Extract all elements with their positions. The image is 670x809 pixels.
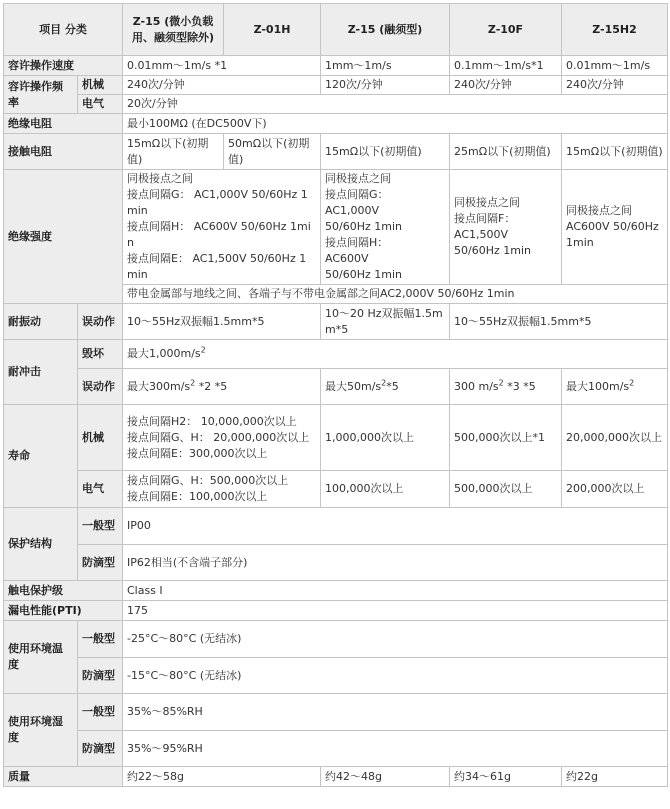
mass-c4: 约34～61g bbox=[450, 767, 562, 787]
header-row bbox=[4, 4, 668, 56]
dielectric-c3 bbox=[321, 170, 450, 285]
row-protection-drip bbox=[4, 545, 668, 581]
life-mech-c12 bbox=[123, 405, 321, 471]
vibration-c45: 10～55Hz双振幅1.5mm*5 bbox=[450, 304, 668, 340]
shock-m-c12 bbox=[123, 369, 321, 405]
shock-malfunction-label: 误动作 bbox=[78, 369, 123, 405]
dielectric-label: 绝缘强度 bbox=[4, 170, 123, 304]
protection-general-value: IP00 bbox=[123, 508, 668, 545]
shock-m-c12-post: *2 *5 bbox=[195, 379, 228, 393]
life-elec-c3: 100,000次以上 bbox=[321, 471, 450, 508]
dielectric-c4-line: 同极接点之间 bbox=[454, 196, 520, 209]
header-corner: 项目 分类 bbox=[4, 4, 123, 56]
contact-resistance-c1: 15mΩ以下(初期值) bbox=[123, 134, 224, 170]
life-elec-c5: 200,000次以上 bbox=[562, 471, 668, 508]
contact-resistance-c5: 15mΩ以下(初期值) bbox=[562, 134, 668, 170]
speed-c4: 0.1mm～1m/s*1 bbox=[450, 56, 562, 76]
temperature-drip-value: -15°C～80°C (无结冰) bbox=[123, 658, 668, 694]
freq-label: 容许操作频率 bbox=[4, 76, 78, 114]
temperature-label: 使用环境温度 bbox=[4, 621, 78, 694]
life-mech-c5: 20,000,000次以上 bbox=[562, 405, 668, 471]
dielectric-c12-line: 接点间隔E： AC1,500V 50/60Hz 1min bbox=[127, 252, 307, 281]
humidity-general-value: 35%～85%RH bbox=[123, 694, 668, 731]
row-life-mech bbox=[4, 405, 668, 471]
mass-label: 质量 bbox=[4, 767, 123, 787]
life-elec-c4: 500,000次以上 bbox=[450, 471, 562, 508]
shock-m-c3-pre: 最大50m/s bbox=[325, 379, 382, 393]
life-mech-c12-line: 接点间隔G、H： 20,000,000次以上 bbox=[127, 430, 310, 444]
dielectric-c3-line: 50/60Hz 1min bbox=[325, 220, 402, 233]
temperature-general-label: 一般型 bbox=[78, 621, 123, 658]
speed-c3: 1mm～1m/s bbox=[321, 56, 450, 76]
row-temperature-general bbox=[4, 621, 668, 658]
shock-m-c5-pre: 最大100m/s bbox=[566, 379, 630, 393]
dielectric-c12 bbox=[123, 170, 321, 285]
humidity-drip-value: 35%～95%RH bbox=[123, 731, 668, 767]
row-shock-destruct bbox=[4, 340, 668, 369]
freq-elec-label: 电气 bbox=[78, 95, 123, 114]
freq-mech-c4: 240次/分钟 bbox=[450, 76, 562, 95]
contact-resistance-label: 接触电阻 bbox=[4, 134, 123, 170]
row-mass bbox=[4, 767, 668, 787]
humidity-drip-label: 防滴型 bbox=[78, 731, 123, 767]
protection-drip-value: IP62相当(不含端子部分) bbox=[123, 545, 668, 581]
mass-c5: 约22g bbox=[562, 767, 668, 787]
row-pti bbox=[4, 601, 668, 621]
dielectric-c5 bbox=[562, 170, 668, 285]
shock-m-c4-sup: 2 bbox=[498, 377, 504, 387]
vibration-c12: 10～55Hz双振幅1.5mm*5 bbox=[123, 304, 321, 340]
vibration-sub-label: 误动作 bbox=[78, 304, 123, 340]
header-col-z15: Z-15 (微小负载用、融须型除外) bbox=[123, 4, 224, 56]
shock-label: 耐冲击 bbox=[4, 340, 78, 405]
speed-label: 容许操作速度 bbox=[4, 56, 123, 76]
dielectric-c4 bbox=[450, 170, 562, 285]
dielectric-c3-line: 接点间隔G： bbox=[325, 188, 389, 201]
life-label: 寿命 bbox=[4, 405, 78, 508]
insulation-resistance-label: 绝缘电阻 bbox=[4, 114, 123, 134]
life-mech-label: 机械 bbox=[78, 405, 123, 471]
shock-destruct-label: 毁坏 bbox=[78, 340, 123, 369]
shock-m-c12-pre: 最大300m/s bbox=[127, 379, 191, 393]
dielectric-c3-line: 同极接点之间 bbox=[325, 172, 391, 185]
row-contact-resistance bbox=[4, 134, 668, 170]
life-mech-c3: 1,000,000次以上 bbox=[321, 405, 450, 471]
pti-value: 175 bbox=[123, 601, 668, 621]
protection-general-label: 一般型 bbox=[78, 508, 123, 545]
row-life-elec bbox=[4, 471, 668, 508]
life-mech-c12-line: 接点间隔E：300,000次以上 bbox=[127, 446, 268, 460]
row-protection-general bbox=[4, 508, 668, 545]
pti-label: 漏电性能(PTI) bbox=[4, 601, 123, 621]
protection-label: 保护结构 bbox=[4, 508, 78, 581]
life-elec-c12-line: 接点间隔G、H：500,000次以上 bbox=[127, 474, 289, 487]
row-dielectric bbox=[4, 170, 668, 285]
dielectric-c3-line: 接点间隔H： bbox=[325, 236, 389, 249]
shock-m-c5-sup: 2 bbox=[629, 377, 635, 387]
row-speed bbox=[4, 56, 668, 76]
freq-mech-label: 机械 bbox=[78, 76, 123, 95]
shock-m-c4-pre: 300 m/s bbox=[454, 379, 499, 393]
row-freq-elec bbox=[4, 95, 668, 114]
row-shock-malfunction bbox=[4, 369, 668, 405]
life-elec-c12-line: 接点间隔E：100,000次以上 bbox=[127, 490, 268, 503]
dielectric-c12-line: 同极接点之间 bbox=[127, 172, 193, 185]
vibration-label: 耐振动 bbox=[4, 304, 78, 340]
dielectric-c4-line: 接点间隔F： bbox=[454, 212, 516, 225]
header-col-z01h: Z-01H bbox=[224, 4, 321, 56]
row-vibration bbox=[4, 304, 668, 340]
shock-protection-value: Class I bbox=[123, 581, 668, 601]
contact-resistance-c2: 50mΩ以下(初期值) bbox=[224, 134, 321, 170]
spec-table bbox=[3, 3, 668, 787]
dielectric-c4-line: AC1,500V bbox=[454, 228, 509, 241]
mass-c3: 约42～48g bbox=[321, 767, 450, 787]
protection-drip-label: 防滴型 bbox=[78, 545, 123, 581]
dielectric-c12-line: 接点间隔H： AC600V 50/60Hz 1min bbox=[127, 220, 311, 249]
mass-c12: 约22～58g bbox=[123, 767, 321, 787]
dielectric-c4-line: 50/60Hz 1min bbox=[454, 244, 531, 257]
life-elec-label: 电气 bbox=[78, 471, 123, 508]
shock-m-c3 bbox=[321, 369, 450, 405]
row-insulation-resistance bbox=[4, 114, 668, 134]
dielectric-c5-line: 同极接点之间 bbox=[566, 204, 632, 217]
row-temperature-drip bbox=[4, 658, 668, 694]
dielectric-c3-line: AC600V bbox=[325, 252, 369, 265]
freq-elec-value: 20次/分钟 bbox=[123, 95, 668, 114]
humidity-general-label: 一般型 bbox=[78, 694, 123, 731]
shock-m-c5 bbox=[562, 369, 668, 405]
shock-destruct-text: 最大1,000m/s bbox=[127, 347, 201, 360]
vibration-c3: 10～20 Hz双振幅1.5mm*5 bbox=[321, 304, 450, 340]
life-elec-c12 bbox=[123, 471, 321, 508]
header-col-z15h2: Z-15H2 bbox=[562, 4, 668, 56]
freq-mech-c1: 240次/分钟 bbox=[123, 76, 321, 95]
contact-resistance-c3: 15mΩ以下(初期值) bbox=[321, 134, 450, 170]
life-mech-c4: 500,000次以上*1 bbox=[450, 405, 562, 471]
contact-resistance-c4: 25mΩ以下(初期值) bbox=[450, 134, 562, 170]
life-mech-c12-line: 接点间隔H2： 10,000,000次以上 bbox=[127, 414, 297, 428]
dielectric-c3-line: AC1,000V bbox=[325, 204, 380, 217]
header-col-z15-fuse: Z-15 (融须型) bbox=[321, 4, 450, 56]
dielectric-c12-line: 接点间隔G： AC1,000V 50/60Hz 1min bbox=[127, 188, 308, 217]
row-shock-protection bbox=[4, 581, 668, 601]
dielectric-all: 带电金属部与地线之间、各端子与不带电金属部之间AC2,000V 50/60Hz 1min bbox=[123, 285, 668, 304]
insulation-resistance-value: 最小100MΩ (在DC500V下) bbox=[123, 114, 668, 134]
shock-m-c3-sup: 2 bbox=[381, 377, 387, 387]
temperature-drip-label: 防滴型 bbox=[78, 658, 123, 694]
shock-m-c4 bbox=[450, 369, 562, 405]
humidity-label: 使用环境湿度 bbox=[4, 694, 78, 767]
dielectric-c3-line: 50/60Hz 1min bbox=[325, 268, 402, 281]
dielectric-c5-line: AC600V 50/60Hz 1min bbox=[566, 220, 659, 249]
row-freq-mech bbox=[4, 76, 668, 95]
shock-destruct-value bbox=[123, 340, 668, 369]
shock-protection-label: 触电保护级 bbox=[4, 581, 123, 601]
temperature-general-value: -25°C～80°C (无结冰) bbox=[123, 621, 668, 658]
shock-m-c3-post: *5 bbox=[386, 379, 399, 393]
freq-mech-c5: 240次/分钟 bbox=[562, 76, 668, 95]
shock-destruct-sup: 2 bbox=[200, 345, 206, 355]
speed-c1: 0.01mm～1m/s *1 bbox=[123, 56, 321, 76]
speed-c5: 0.01mm～1m/s bbox=[562, 56, 668, 76]
header-col-z10f: Z-10F bbox=[450, 4, 562, 56]
row-humidity-drip bbox=[4, 731, 668, 767]
freq-mech-c3: 120次/分钟 bbox=[321, 76, 450, 95]
shock-m-c4-post: *3 *5 bbox=[503, 379, 536, 393]
shock-m-c12-sup: 2 bbox=[190, 377, 196, 387]
row-humidity-general bbox=[4, 694, 668, 731]
